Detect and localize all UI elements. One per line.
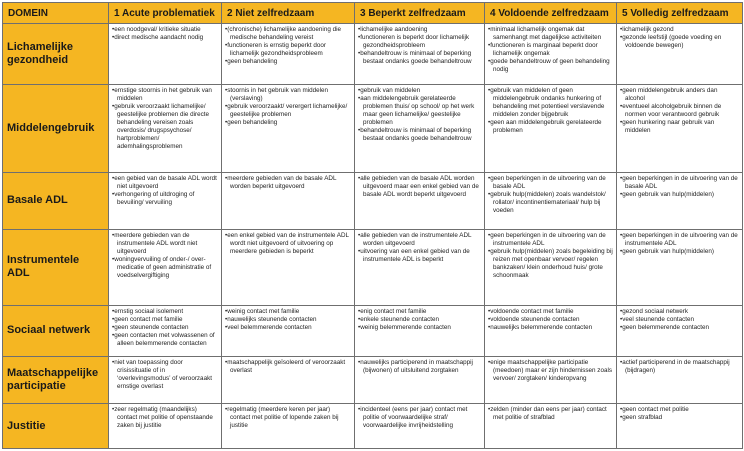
level-4-cell xyxy=(485,404,617,449)
level-4-cell xyxy=(485,24,617,85)
criteria-item: • geen beperkingen in de uitvoering van de basale ADL xyxy=(488,175,613,191)
criteria-list xyxy=(620,175,739,199)
criteria-list xyxy=(225,359,351,375)
criteria-item: • veel belemmerende contacten xyxy=(225,324,351,332)
criteria-item: • behandeltrouw is minimaal of beperking bestaat ondanks goede behandeltrouw xyxy=(358,50,481,66)
criteria-item: • minimaal lichamelijk ongemak dat samenhangt met dagelijkse activiteiten xyxy=(488,26,613,42)
level-3-cell xyxy=(355,404,485,449)
criteria-item: • geen beperkingen in de uitvoering van de instrumentele ADL xyxy=(620,232,739,248)
domain-label: Justitie xyxy=(3,404,109,449)
criteria-item: • alle gebieden van de instrumentele ADL worden uitgevoerd xyxy=(358,232,481,248)
level-3-cell xyxy=(355,229,485,305)
criteria-item: • geen contact met politie xyxy=(620,406,739,414)
criteria-list xyxy=(112,308,218,348)
criteria-list xyxy=(620,406,739,422)
criteria-item: • lichamelijk gezond xyxy=(620,26,739,34)
header-row xyxy=(3,3,743,24)
criteria-list xyxy=(225,175,351,191)
criteria-item: • gebruik veroorzaakt lichamelijke/ geestelijke problemen die directe behandeling vereisen zoals overdosis/ drugspsychose/ hartproblemen/ ademhalingsproblemen xyxy=(112,103,218,151)
criteria-item: • goede behandeltrouw of geen behandeling nodig xyxy=(488,58,613,74)
level-1-cell xyxy=(109,85,222,173)
criteria-list xyxy=(112,87,218,151)
criteria-item: • functioneren is beperkt door lichamelijk gezondheidsprobleem xyxy=(358,34,481,50)
criteria-list xyxy=(488,308,613,332)
level-2-cell xyxy=(222,24,355,85)
criteria-list xyxy=(620,87,739,135)
criteria-item: • geen beperkingen in de uitvoering van de basale ADL xyxy=(620,175,739,191)
criteria-item: • meerdere gebieden van de instrumentele ADL wordt niet uitgevoerd xyxy=(112,232,218,256)
criteria-item: • nauwelijks steunende contacten xyxy=(225,316,351,324)
level-5-cell xyxy=(617,305,743,356)
criteria-item: • gezonde leefstijl (goede voeding en voldoende bewegen) xyxy=(620,34,739,50)
level-2-cell xyxy=(222,305,355,356)
criteria-item: • functioneren is marginaal beperkt door lichamelijk ongemak xyxy=(488,42,613,58)
criteria-list xyxy=(488,232,613,280)
criteria-item: • direct medische aandacht nodig xyxy=(112,34,218,42)
criteria-item: • een enkel gebied van de instrumentele ADL wordt niet uitgevoerd of uitvoering op meerdere gebieden is beperkt xyxy=(225,232,351,256)
level-1-cell xyxy=(109,356,222,403)
criteria-item: • geen behandeling xyxy=(225,119,351,127)
level-5-cell xyxy=(617,172,743,229)
criteria-list xyxy=(225,308,351,332)
criteria-item: • gebruik hulp(middelen) zoals begeleiding bij reizen met openbaar vervoer/ regelen bankzaken/ klein onderhoud huis/ grote schoonmaak xyxy=(488,248,613,280)
level-4-cell xyxy=(485,305,617,356)
level-4-cell xyxy=(485,172,617,229)
criteria-list xyxy=(358,232,481,264)
criteria-list xyxy=(358,175,481,199)
criteria-item: • gebruik veroorzaakt/ verergert lichamelijke/ geestelijke problemen xyxy=(225,103,351,119)
criteria-item: • zelden (minder dan eens per jaar) contact met politie of strafblad xyxy=(488,406,613,422)
criteria-item: • verhongering of uitdroging of bevuiling/ vervuiling xyxy=(112,191,218,207)
criteria-list xyxy=(225,232,351,256)
criteria-list xyxy=(225,87,351,127)
domain-label: Sociaal netwerk xyxy=(3,305,109,356)
criteria-item: • weinig contact met familie xyxy=(225,308,351,316)
level-3-cell xyxy=(355,305,485,356)
header-level-2: 2 Niet zelfredzaam xyxy=(222,3,355,24)
criteria-list xyxy=(620,26,739,50)
criteria-list xyxy=(620,359,739,375)
criteria-item: • stoornis in het gebruik van middelen (verslaving) xyxy=(225,87,351,103)
criteria-list xyxy=(112,26,218,42)
level-1-cell xyxy=(109,172,222,229)
domain-label: Maatschappelijke participatie xyxy=(3,356,109,403)
criteria-item: • gezond sociaal netwerk xyxy=(620,308,739,316)
criteria-item: • weinig belemmerende contacten xyxy=(358,324,481,332)
criteria-list xyxy=(488,26,613,74)
criteria-item: • voldoende contact met familie xyxy=(488,308,613,316)
matrix-row xyxy=(3,229,743,305)
criteria-list xyxy=(358,308,481,332)
level-5-cell xyxy=(617,356,743,403)
criteria-item: • gebruik van middelen xyxy=(358,87,481,95)
criteria-item: • nauwelijks belemmerende contacten xyxy=(488,324,613,332)
level-1-cell xyxy=(109,305,222,356)
level-1-cell xyxy=(109,24,222,85)
criteria-item: • functioneren is ernstig beperkt door lichamelijk gezondheidsprobleem xyxy=(225,42,351,58)
matrix-row xyxy=(3,404,743,449)
criteria-item: • geen belemmerende contacten xyxy=(620,324,739,332)
criteria-item: • zeer regelmatig (maandelijks) contact met politie of openstaande zaken bij justitie xyxy=(112,406,218,430)
matrix-body xyxy=(3,24,743,449)
criteria-list xyxy=(358,406,481,430)
criteria-list xyxy=(488,406,613,422)
level-2-cell xyxy=(222,404,355,449)
criteria-list xyxy=(358,87,481,143)
header-level-3: 3 Beperkt zelfredzaam xyxy=(355,3,485,24)
criteria-list xyxy=(488,359,613,383)
level-2-cell xyxy=(222,356,355,403)
criteria-item: • alle gebieden van de basale ADL worden uitgevoerd maar een enkel gebied van de basale ADL wordt beperkt uitgevoerd xyxy=(358,175,481,199)
criteria-list xyxy=(620,308,739,332)
criteria-item: • voldoende steunende contacten xyxy=(488,316,613,324)
criteria-list xyxy=(488,87,613,135)
level-5-cell xyxy=(617,85,743,173)
matrix-row xyxy=(3,356,743,403)
matrix-row xyxy=(3,85,743,173)
criteria-item: • gebruik hulp(middelen) zoals wandelstok/ rollator/ incontinentiemateriaal/ hulp bij voeden xyxy=(488,191,613,215)
self-sufficiency-matrix xyxy=(2,2,742,449)
criteria-list xyxy=(112,175,218,207)
criteria-item: • een noodgeval/ kritieke situatie xyxy=(112,26,218,34)
criteria-item: • nauwelijks participerend in maatschappij (bijwonen) of uitsluitend zorgtaken xyxy=(358,359,481,375)
criteria-item: • incidenteel (eens per jaar) contact met politie of voorwaardelijke straf/ voorwaardelijke invrijheidstelling xyxy=(358,406,481,430)
level-3-cell xyxy=(355,85,485,173)
level-3-cell xyxy=(355,172,485,229)
header-level-5: 5 Volledig zelfredzaam xyxy=(617,3,743,24)
matrix-row xyxy=(3,305,743,356)
level-5-cell xyxy=(617,24,743,85)
matrix-row xyxy=(3,172,743,229)
domain-label: Middelengebruik xyxy=(3,85,109,173)
criteria-item: • maatschappelijk geïsoleerd of veroorzaakt overlast xyxy=(225,359,351,375)
domain-label: Basale ADL xyxy=(3,172,109,229)
criteria-item: • meerdere gebieden van de basale ADL worden beperkt uitgevoerd xyxy=(225,175,351,191)
criteria-list xyxy=(620,232,739,256)
criteria-item: • ernstige stoornis in het gebruik van middelen xyxy=(112,87,218,103)
criteria-list xyxy=(112,359,218,391)
criteria-item: • geen middelengebruik anders dan alcohol xyxy=(620,87,739,103)
criteria-item: • geen hunkering naar gebruik van middelen xyxy=(620,119,739,135)
criteria-item: • behandeltrouw is minimaal of beperking bestaat ondanks goede behandeltrouw xyxy=(358,127,481,143)
domain-label: Lichamelijke gezondheid xyxy=(3,24,109,85)
level-5-cell xyxy=(617,229,743,305)
criteria-item: • regelmatig (meerdere keren per jaar) contact met politie of lopende zaken bij justitie xyxy=(225,406,351,430)
matrix-table xyxy=(2,2,743,449)
header-level-1: 1 Acute problematiek xyxy=(109,3,222,24)
criteria-item: • niet van toepassing door crisissituatie of in ‘overlevingsmodus’ of veroorzaakt ernstige overlast xyxy=(112,359,218,391)
level-3-cell xyxy=(355,356,485,403)
level-1-cell xyxy=(109,404,222,449)
criteria-item: • geen contacten met volwassenen of alleen belemmerende contacten xyxy=(112,332,218,348)
level-4-cell xyxy=(485,356,617,403)
level-1-cell xyxy=(109,229,222,305)
level-2-cell xyxy=(222,229,355,305)
criteria-item: • woningvervuiling of onder-/ over-medicatie of geen administratie of voedselvergiftiging xyxy=(112,256,218,280)
criteria-list xyxy=(112,232,218,280)
criteria-item: • uitvoering van een enkel gebied van de instrumentele ADL is beperkt xyxy=(358,248,481,264)
criteria-item: • geen strafblad xyxy=(620,414,739,422)
criteria-item: • een gebied van de basale ADL wordt niet uitgevoerd xyxy=(112,175,218,191)
level-2-cell xyxy=(222,172,355,229)
criteria-list xyxy=(225,406,351,430)
level-3-cell xyxy=(355,24,485,85)
criteria-item: • enig contact met familie xyxy=(358,308,481,316)
domain-label: Instrumentele ADL xyxy=(3,229,109,305)
criteria-item: • geen aan middelengebruik gerelateerde problemen xyxy=(488,119,613,135)
criteria-item: • enige maatschappelijke participatie (meedoen) maar er zijn hindernissen zoals vervoer/ zorgtaken/ kinderopvang xyxy=(488,359,613,383)
header-level-4: 4 Voldoende zelfredzaam xyxy=(485,3,617,24)
criteria-list xyxy=(358,359,481,375)
level-4-cell xyxy=(485,229,617,305)
criteria-item: • lichamelijke aandoening xyxy=(358,26,481,34)
level-5-cell xyxy=(617,404,743,449)
matrix-row xyxy=(3,24,743,85)
criteria-item: • geen beperkingen in de uitvoering van de instrumentele ADL xyxy=(488,232,613,248)
criteria-list xyxy=(358,26,481,66)
criteria-item: • enkele steunende contacten xyxy=(358,316,481,324)
criteria-item: • gebruik van middelen of geen middelengebruik ondanks hunkering of behandeling met potentieel verslavende middelen zonder bijgebruik xyxy=(488,87,613,119)
criteria-item: • geen steunende contacten xyxy=(112,324,218,332)
criteria-item: • aan middelengebruik gerelateerde problemen thuis/ op school/ op het werk maar geen lichamelijke/ geestelijke problemen xyxy=(358,95,481,127)
level-4-cell xyxy=(485,85,617,173)
criteria-item: • (chronische) lichamelijke aandoening die medische behandeling vereist xyxy=(225,26,351,42)
criteria-item: • geen gebruik van hulp(middelen) xyxy=(620,191,739,199)
criteria-item: • geen behandeling xyxy=(225,58,351,66)
criteria-item: • eventueel alcoholgebruik binnen de normen voor verantwoord gebruik xyxy=(620,103,739,119)
criteria-item: • geen contact met familie xyxy=(112,316,218,324)
criteria-item: • ernstig sociaal isolement xyxy=(112,308,218,316)
criteria-list xyxy=(225,26,351,66)
header-domain: DOMEIN xyxy=(3,3,109,24)
criteria-list xyxy=(488,175,613,215)
level-2-cell xyxy=(222,85,355,173)
criteria-item: • geen gebruik van hulp(middelen) xyxy=(620,248,739,256)
criteria-item: • actief participerend in de maatschappij (bijdragen) xyxy=(620,359,739,375)
criteria-list xyxy=(112,406,218,430)
criteria-item: • veel steunende contacten xyxy=(620,316,739,324)
